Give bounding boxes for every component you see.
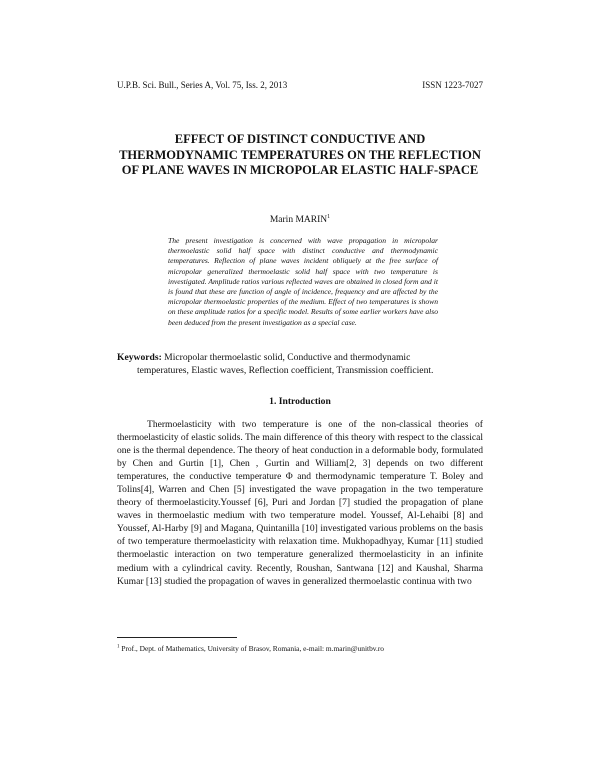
running-header (117, 80, 483, 90)
footnote-mark: 1 (117, 644, 120, 650)
keywords-first-line: Micropolar thermoelastic solid, Conductive and thermodynamic (164, 352, 411, 363)
section-heading: 1. Introduction (269, 396, 331, 407)
footnote (117, 644, 483, 653)
footnote-text: Prof., Dept. of Mathematics, University of Brasov, Romania, e-mail: m.marin@unitbv.ro (121, 644, 384, 653)
journal-citation: U.P.B. Sci. Bull., Series A, Vol. 75, Iss. 2, 2013 (117, 80, 288, 90)
abstract: The present investigation is concerned with wave propagation in micropolar thermoelastic solid half space with distinct conductive and thermodynamic temperatures. Reflection of plane waves incident obliquely at the free surface of micropolar generalized thermoelastic solid half space with two temperature is investigated. Amplitude ratios various reflected waves are obtained in closed form and it is found that these are function of angle of incidence, frequency and are affected by the micropolar thermoelastic properties of the medium. Effect of two temperatures is shown on these amplitude ratios for a specific model. Results of some earlier workers have also been deduced from the present investigation as a special case. (168, 236, 438, 327)
footnote-divider (117, 637, 237, 638)
body-paragraph: Thermoelasticity with two temperature is one of the non-classical theories of thermoelasticity of elastic solids. The main difference of this theory with respect to the classical one is the thermal dependence. The theory of heat conduction in a deformable body, formulated by Chen and Gurtin [1], Chen , Gurtin and William[2, 3] depends on two different temperatures, the conductive temperature Φ and thermodynamic temperature T. Boley and Tolins[4], Warren and Chen [5] investigated the wave propagation in the two temperature theory of thermoelasticity.Youssef [6], Puri and Jordan [7] studied the propagation of plane waves in thermoelastic medium with two temperature model. Youssef, Al-Lehaibi [8] and Youssef, Al-Harby [9] and Magana, Quintanilla [10] investigated various problems on the basis of two temperature thermoelasticity with relaxation time. Mukhopadhyay, Kumar [11] studied thermoelastic interaction on two temperature generalized thermoelasticity in an infinite medium with a cylindrical cavity. Recently, Roushan, Santwana [12] and Kaushal, Sharma Kumar [13] studied the propagation of waves in generalized thermoelastic continua with two (117, 419, 483, 587)
keywords-label: Keywords: (117, 352, 162, 363)
author-name: Marin MARIN (269, 215, 328, 226)
author-line (117, 214, 483, 225)
author-footnote-mark: 1 (327, 214, 331, 220)
issn: ISSN 1223-7027 (422, 80, 483, 90)
keywords-rest: temperatures, Elastic waves, Reflection coefficient, Transmission coefficient. (137, 365, 434, 376)
paper-title: EFFECT OF DISTINCT CONDUCTIVE AND THERMODYNAMIC TEMPERATURES ON THE REFLECTION OF PLANE WAVES IN MICROPOLAR ELASTIC HALF-SPACE (119, 132, 481, 178)
keywords (117, 351, 483, 377)
